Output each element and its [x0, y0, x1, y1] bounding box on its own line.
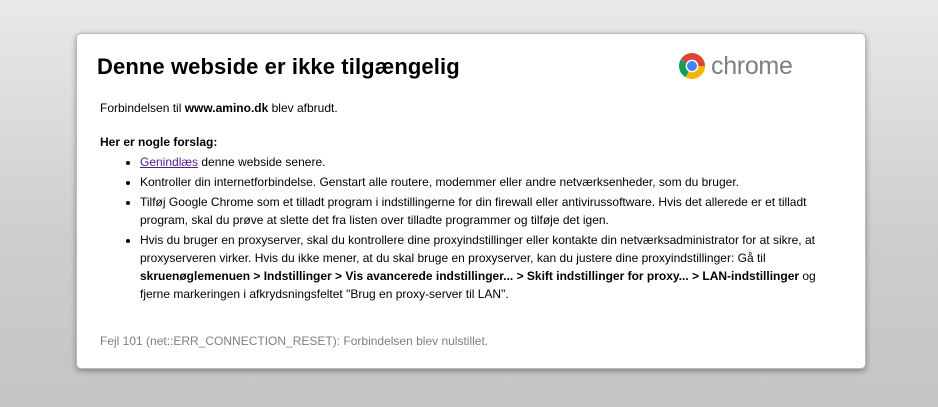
error-card: [76, 33, 866, 369]
suggestion-reload: [140, 153, 845, 171]
chrome-logo: [677, 51, 793, 81]
suggestion-proxy-text-before: Hvis du bruger en proxyserver, skal du kontrollere dine proxyindstillinger eller kontakte din netværksadministrator for at sikre, at proxyserveren virker. Hvis du ikke mener, at du skal bruge en proxyserver, kan du justere dine proxyindstillinger: Gå til: [140, 233, 815, 265]
summary-after: blev afbrudt.: [268, 101, 338, 115]
page-title: Denne webside er ikke tilgængelig: [97, 54, 460, 79]
suggestion-reload-text: denne webside senere.: [198, 155, 326, 169]
proxy-menu-path: skruenøglemenuen > Indstillinger > Vis avancerede indstillinger... > Skift indstillinger for proxy... > LAN-indstillinger: [140, 269, 800, 283]
connection-summary: [100, 100, 338, 116]
chrome-logo-icon: [677, 51, 707, 81]
suggestions-heading: Her er nogle forslag:: [100, 135, 218, 149]
suggestion-check-connection-text: Kontroller din internetforbindelse. Genstart alle routere, modemmer eller andre netværksenheder, som du bruger.: [140, 175, 739, 189]
suggestion-check-connection: [140, 173, 845, 191]
reload-link[interactable]: Genindlæs: [140, 155, 199, 169]
suggestion-firewall: [140, 193, 845, 229]
summary-host: www.amino.dk: [184, 101, 269, 115]
summary-before: Forbindelsen til: [100, 101, 185, 115]
error-code: Fejl 101 (net::ERR_CONNECTION_RESET): Forbindelsen blev nulstillet.: [100, 334, 489, 348]
suggestion-proxy: [140, 231, 845, 303]
chrome-logo-text: chrome: [711, 52, 793, 80]
suggestion-proxy-text-after: og fjerne markeringen i afkrydsningsfeltet "Brug en proxy-server til LAN".: [140, 269, 816, 301]
suggestion-firewall-text: Tilføj Google Chrome som et tilladt program i indstillingerne for din firewall eller antivirussoftware. Hvis det allerede er et tilladt program, skal du prøve at slette det fra listen over tilladte programmer og tilføje det igen.: [140, 195, 807, 227]
suggestions-list: [100, 153, 845, 305]
